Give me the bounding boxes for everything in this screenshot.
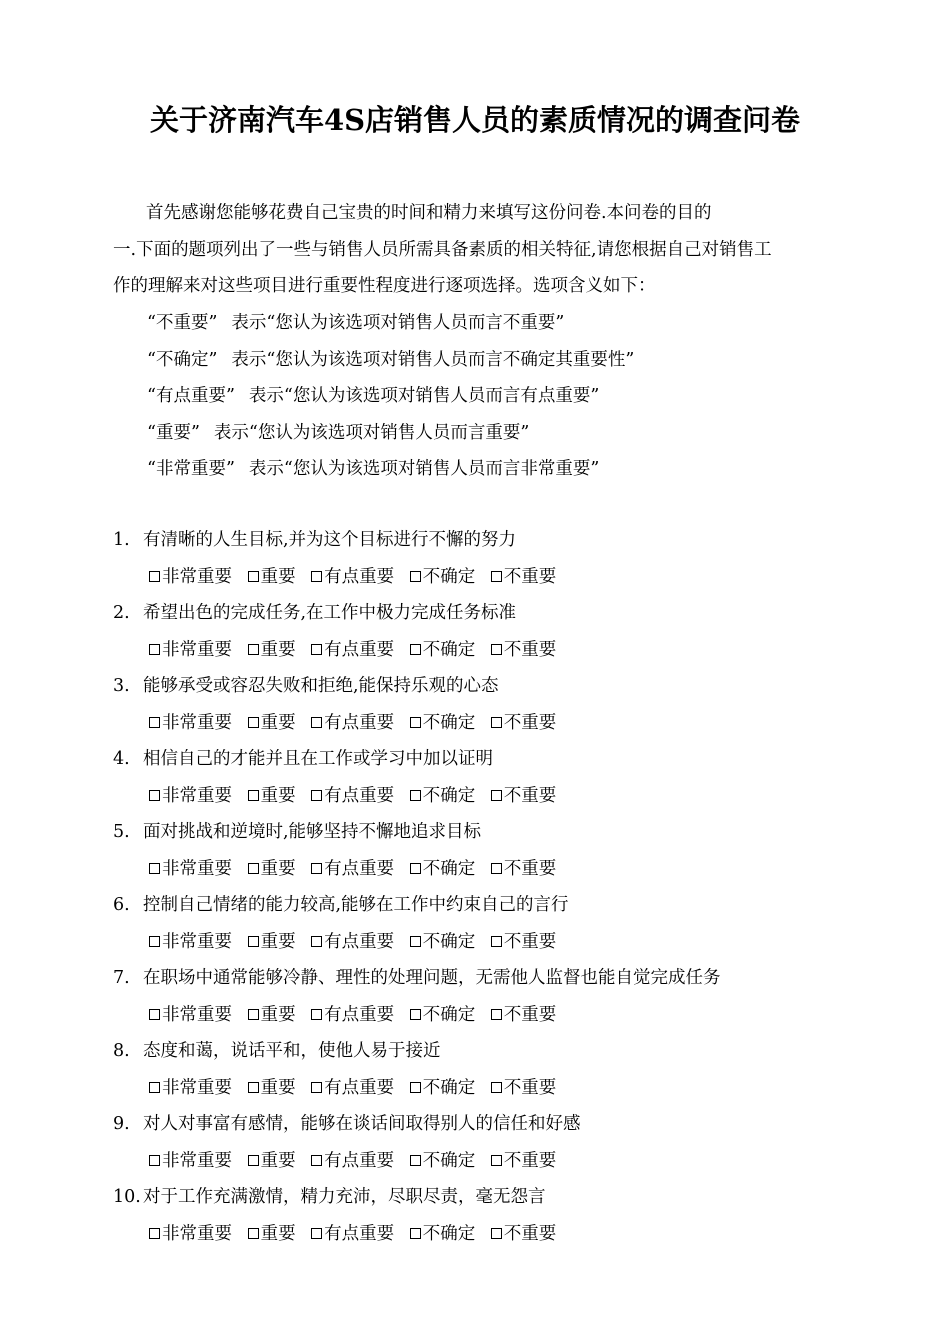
option-checkbox[interactable] — [311, 997, 394, 1034]
option-checkbox[interactable] — [248, 1070, 296, 1107]
option-checkbox[interactable] — [491, 1070, 557, 1107]
question-text: 能够承受或容忍失败和拒绝,能保持乐观的心态 — [143, 676, 499, 696]
question-text: 相信自己的才能并且在工作或学习中加以证明 — [143, 749, 493, 769]
checkbox-icon[interactable] — [410, 644, 421, 655]
question-item — [113, 595, 853, 668]
option-group — [113, 851, 853, 888]
option-label: 不确定 — [422, 785, 476, 806]
checkbox-icon[interactable] — [311, 863, 322, 874]
option-checkbox[interactable] — [491, 778, 557, 815]
option-checkbox[interactable] — [410, 632, 476, 669]
option-label: 重要 — [260, 712, 296, 733]
option-label: 不确定 — [422, 1077, 476, 1098]
option-label: 有点重要 — [324, 566, 395, 587]
checkbox-icon[interactable] — [491, 936, 502, 947]
question-text-row — [113, 887, 853, 924]
option-label: 有点重要 — [324, 858, 395, 879]
intro-line-2: 一.下面的题项列出了一些与销售人员所需具备素质的相关特征,请您根据自己对销售工 — [113, 239, 772, 260]
option-checkbox[interactable] — [149, 997, 232, 1034]
question-item — [113, 522, 853, 595]
option-label: 非常重要 — [162, 931, 232, 952]
checkbox-icon[interactable] — [149, 571, 160, 582]
question-item — [113, 668, 853, 741]
option-checkbox[interactable] — [248, 997, 296, 1034]
checkbox-icon[interactable] — [311, 1155, 322, 1166]
definition-row — [147, 305, 634, 342]
option-checkbox[interactable] — [491, 1216, 557, 1253]
definition-row — [147, 378, 634, 415]
option-definitions — [147, 305, 634, 488]
definition-meaning: 表示“您认为该选项对销售人员而言非常重要” — [248, 459, 600, 479]
option-checkbox[interactable] — [491, 559, 557, 596]
option-checkbox[interactable] — [491, 632, 557, 669]
option-label: 有点重要 — [324, 1150, 395, 1171]
option-checkbox[interactable] — [311, 632, 394, 669]
question-text-row — [113, 1033, 853, 1070]
option-label: 不确定 — [422, 858, 476, 879]
option-label: 重要 — [260, 785, 296, 806]
option-group — [113, 1070, 853, 1107]
option-group — [113, 778, 853, 815]
checkbox-icon[interactable] — [410, 1082, 421, 1093]
option-checkbox[interactable] — [149, 778, 232, 815]
option-checkbox[interactable] — [149, 924, 232, 961]
option-checkbox[interactable] — [248, 1143, 296, 1180]
option-label: 非常重要 — [162, 858, 232, 879]
option-label: 有点重要 — [324, 1004, 395, 1025]
question-number: 3. — [113, 676, 130, 696]
option-label: 重要 — [260, 1077, 296, 1098]
option-checkbox[interactable] — [410, 1070, 476, 1107]
option-checkbox[interactable] — [248, 705, 296, 742]
checkbox-icon[interactable] — [410, 717, 421, 728]
question-item — [113, 1179, 853, 1252]
option-checkbox[interactable] — [311, 851, 394, 888]
option-label: 不重要 — [503, 639, 557, 660]
option-label: 非常重要 — [162, 785, 232, 806]
checkbox-icon[interactable] — [311, 644, 322, 655]
option-group — [113, 632, 853, 669]
option-checkbox[interactable] — [248, 851, 296, 888]
question-number: 10. — [113, 1187, 141, 1207]
checkbox-icon[interactable] — [248, 863, 259, 874]
option-group — [113, 997, 853, 1034]
option-label: 重要 — [260, 931, 296, 952]
question-text: 面对挑战和逆境时,能够坚持不懈地追求目标 — [143, 822, 482, 842]
option-label: 重要 — [260, 639, 296, 660]
definition-row — [147, 415, 634, 452]
question-text-row — [113, 1106, 853, 1143]
definition-meaning: 表示“您认为该选项对销售人员而言不重要” — [231, 313, 565, 333]
document-title: 关于济南汽车4S店销售人员的素质情况的调查问卷 — [149, 103, 801, 137]
option-checkbox[interactable] — [410, 559, 476, 596]
question-text-row — [113, 522, 853, 559]
option-label: 有点重要 — [324, 785, 395, 806]
checkbox-icon[interactable] — [248, 717, 259, 728]
option-label: 非常重要 — [162, 1223, 232, 1244]
option-label: 非常重要 — [162, 1077, 232, 1098]
question-text-row — [113, 595, 853, 632]
option-label: 不确定 — [422, 1150, 476, 1171]
option-label: 重要 — [260, 1150, 296, 1171]
option-checkbox[interactable] — [149, 1143, 232, 1180]
option-label: 不重要 — [503, 712, 557, 733]
checkbox-icon[interactable] — [248, 1082, 259, 1093]
option-checkbox[interactable] — [149, 1070, 232, 1107]
definition-term: “重要” — [147, 422, 200, 443]
option-checkbox[interactable] — [311, 1070, 394, 1107]
option-checkbox[interactable] — [149, 1216, 232, 1253]
option-label: 不重要 — [503, 785, 557, 806]
checkbox-icon[interactable] — [149, 1009, 160, 1020]
checkbox-icon[interactable] — [149, 1155, 160, 1166]
question-number: 9. — [113, 1114, 130, 1134]
question-list — [113, 522, 853, 1252]
checkbox-icon[interactable] — [248, 1009, 259, 1020]
question-text: 对于工作充满激情，精力充沛，尽职尽责，毫无怨言 — [143, 1187, 546, 1207]
option-label: 有点重要 — [324, 1077, 395, 1098]
checkbox-icon[interactable] — [491, 1082, 502, 1093]
checkbox-icon[interactable] — [410, 1228, 421, 1239]
option-checkbox[interactable] — [410, 1216, 476, 1253]
checkbox-icon[interactable] — [149, 644, 160, 655]
option-checkbox[interactable] — [410, 705, 476, 742]
checkbox-icon[interactable] — [410, 1155, 421, 1166]
option-label: 重要 — [260, 1004, 296, 1025]
option-checkbox[interactable] — [491, 705, 557, 742]
checkbox-icon[interactable] — [491, 1228, 502, 1239]
option-label: 不确定 — [422, 712, 476, 733]
question-text: 控制自己情绪的能力较高,能够在工作中约束自己的言行 — [143, 895, 569, 915]
option-label: 不确定 — [422, 931, 476, 952]
question-text-row — [113, 741, 853, 778]
checkbox-icon[interactable] — [311, 1082, 322, 1093]
checkbox-icon[interactable] — [311, 790, 322, 801]
option-checkbox[interactable] — [491, 851, 557, 888]
checkbox-icon[interactable] — [311, 1009, 322, 1020]
checkbox-icon[interactable] — [149, 936, 160, 947]
definition-row — [147, 451, 634, 488]
option-group — [113, 559, 853, 596]
option-checkbox[interactable] — [311, 924, 394, 961]
question-item — [113, 887, 853, 960]
question-text: 有清晰的人生目标,并为这个目标进行不懈的努力 — [143, 530, 517, 550]
checkbox-icon[interactable] — [410, 1009, 421, 1020]
option-checkbox[interactable] — [410, 997, 476, 1034]
option-checkbox[interactable] — [410, 924, 476, 961]
option-label: 不重要 — [503, 1150, 557, 1171]
checkbox-icon[interactable] — [248, 790, 259, 801]
option-label: 不重要 — [503, 1004, 557, 1025]
checkbox-icon[interactable] — [311, 936, 322, 947]
option-group — [113, 1216, 853, 1253]
question-item — [113, 960, 853, 1033]
option-label: 不重要 — [503, 1223, 557, 1244]
option-checkbox[interactable] — [491, 924, 557, 961]
option-checkbox[interactable] — [149, 632, 232, 669]
option-label: 非常重要 — [162, 1004, 232, 1025]
definition-meaning: 表示“您认为该选项对销售人员而言重要” — [213, 422, 530, 443]
option-label: 不重要 — [503, 931, 557, 952]
question-text: 对人对事富有感情，能够在谈话间取得别人的信任和好感 — [143, 1114, 581, 1134]
question-item — [113, 1106, 853, 1179]
option-checkbox[interactable] — [311, 1143, 394, 1180]
checkbox-icon[interactable] — [149, 790, 160, 801]
option-checkbox[interactable] — [149, 851, 232, 888]
option-checkbox[interactable] — [248, 1216, 296, 1253]
intro-paragraph — [113, 195, 843, 305]
checkbox-icon[interactable] — [491, 863, 502, 874]
option-label: 非常重要 — [162, 566, 232, 587]
question-number: 6. — [113, 895, 130, 915]
option-label: 不确定 — [422, 639, 476, 660]
option-checkbox[interactable] — [248, 778, 296, 815]
definition-term: “非常重要” — [147, 459, 235, 479]
checkbox-icon[interactable] — [410, 863, 421, 874]
option-label: 重要 — [260, 1223, 296, 1244]
intro-line-1: 首先感谢您能够花费自己宝贵的时间和精力来填写这份问卷.本问卷的目的 — [146, 203, 712, 223]
checkbox-icon[interactable] — [491, 790, 502, 801]
checkbox-icon[interactable] — [149, 863, 160, 874]
checkbox-icon[interactable] — [248, 936, 259, 947]
option-checkbox[interactable] — [491, 1143, 557, 1180]
question-number: 7. — [113, 968, 130, 988]
question-number: 5. — [113, 822, 130, 842]
option-label: 不确定 — [422, 1004, 476, 1025]
question-item — [113, 741, 853, 814]
option-checkbox[interactable] — [149, 705, 232, 742]
option-label: 有点重要 — [324, 639, 395, 660]
checkbox-icon[interactable] — [410, 936, 421, 947]
option-group — [113, 924, 853, 961]
checkbox-icon[interactable] — [491, 1009, 502, 1020]
option-label: 非常重要 — [162, 712, 232, 733]
option-checkbox[interactable] — [248, 632, 296, 669]
question-number: 8. — [113, 1041, 130, 1061]
question-text-row — [113, 1179, 853, 1216]
option-label: 不重要 — [503, 566, 557, 587]
option-label: 重要 — [260, 566, 296, 587]
checkbox-icon[interactable] — [491, 644, 502, 655]
option-label: 非常重要 — [162, 1150, 232, 1171]
checkbox-icon[interactable] — [248, 571, 259, 582]
definition-meaning: 表示“您认为该选项对销售人员而言不确定其重要性” — [231, 349, 635, 370]
checkbox-icon[interactable] — [491, 571, 502, 582]
option-checkbox[interactable] — [410, 1143, 476, 1180]
question-text-row — [113, 814, 853, 851]
checkbox-icon[interactable] — [149, 1228, 160, 1239]
question-item — [113, 1033, 853, 1106]
checkbox-icon[interactable] — [248, 1228, 259, 1239]
option-checkbox[interactable] — [248, 924, 296, 961]
checkbox-icon[interactable] — [311, 571, 322, 582]
checkbox-icon[interactable] — [311, 1228, 322, 1239]
question-item — [113, 814, 853, 887]
question-number: 4. — [113, 749, 130, 769]
checkbox-icon[interactable] — [149, 717, 160, 728]
option-checkbox[interactable] — [311, 1216, 394, 1253]
option-label: 重要 — [260, 858, 296, 879]
checkbox-icon[interactable] — [248, 1155, 259, 1166]
option-label: 有点重要 — [324, 931, 395, 952]
option-label: 有点重要 — [324, 1223, 395, 1244]
checkbox-icon[interactable] — [410, 571, 421, 582]
checkbox-icon[interactable] — [491, 1155, 502, 1166]
checkbox-icon[interactable] — [149, 1082, 160, 1093]
option-label: 不重要 — [503, 858, 557, 879]
question-number: 2. — [113, 603, 130, 623]
checkbox-icon[interactable] — [491, 717, 502, 728]
option-label: 不确定 — [422, 1223, 476, 1244]
question-text: 在职场中通常能够冷静、理性的处理问题，无需他人监督也能自觉完成任务 — [143, 968, 721, 988]
option-label: 不确定 — [422, 566, 476, 587]
option-checkbox[interactable] — [248, 559, 296, 596]
question-text-row — [113, 668, 853, 705]
definition-term: “有点重要” — [147, 386, 235, 406]
question-text-row — [113, 960, 853, 997]
option-group — [113, 705, 853, 742]
option-checkbox[interactable] — [410, 851, 476, 888]
checkbox-icon[interactable] — [248, 644, 259, 655]
option-checkbox[interactable] — [149, 559, 232, 596]
definition-meaning: 表示“您认为该选项对销售人员而言有点重要” — [248, 386, 600, 406]
checkbox-icon[interactable] — [311, 717, 322, 728]
option-group — [113, 1143, 853, 1180]
definition-term: “不确定” — [147, 349, 218, 370]
question-number: 1. — [113, 530, 130, 550]
option-checkbox[interactable] — [491, 997, 557, 1034]
option-checkbox[interactable] — [311, 559, 394, 596]
definition-term: “不重要” — [147, 313, 218, 333]
intro-line-3: 作的理解来对这些项目进行重要性程度进行逐项选择。选项含义如下： — [113, 276, 656, 296]
option-label: 有点重要 — [324, 712, 395, 733]
option-checkbox[interactable] — [410, 778, 476, 815]
option-checkbox[interactable] — [311, 705, 394, 742]
question-text: 希望出色的完成任务,在工作中极力完成任务标准 — [143, 603, 517, 623]
option-label: 不重要 — [503, 1077, 557, 1098]
option-label: 非常重要 — [162, 639, 232, 660]
checkbox-icon[interactable] — [410, 790, 421, 801]
question-text: 态度和蔼，说话平和，使他人易于接近 — [143, 1041, 441, 1061]
option-checkbox[interactable] — [311, 778, 394, 815]
definition-row — [147, 342, 634, 379]
